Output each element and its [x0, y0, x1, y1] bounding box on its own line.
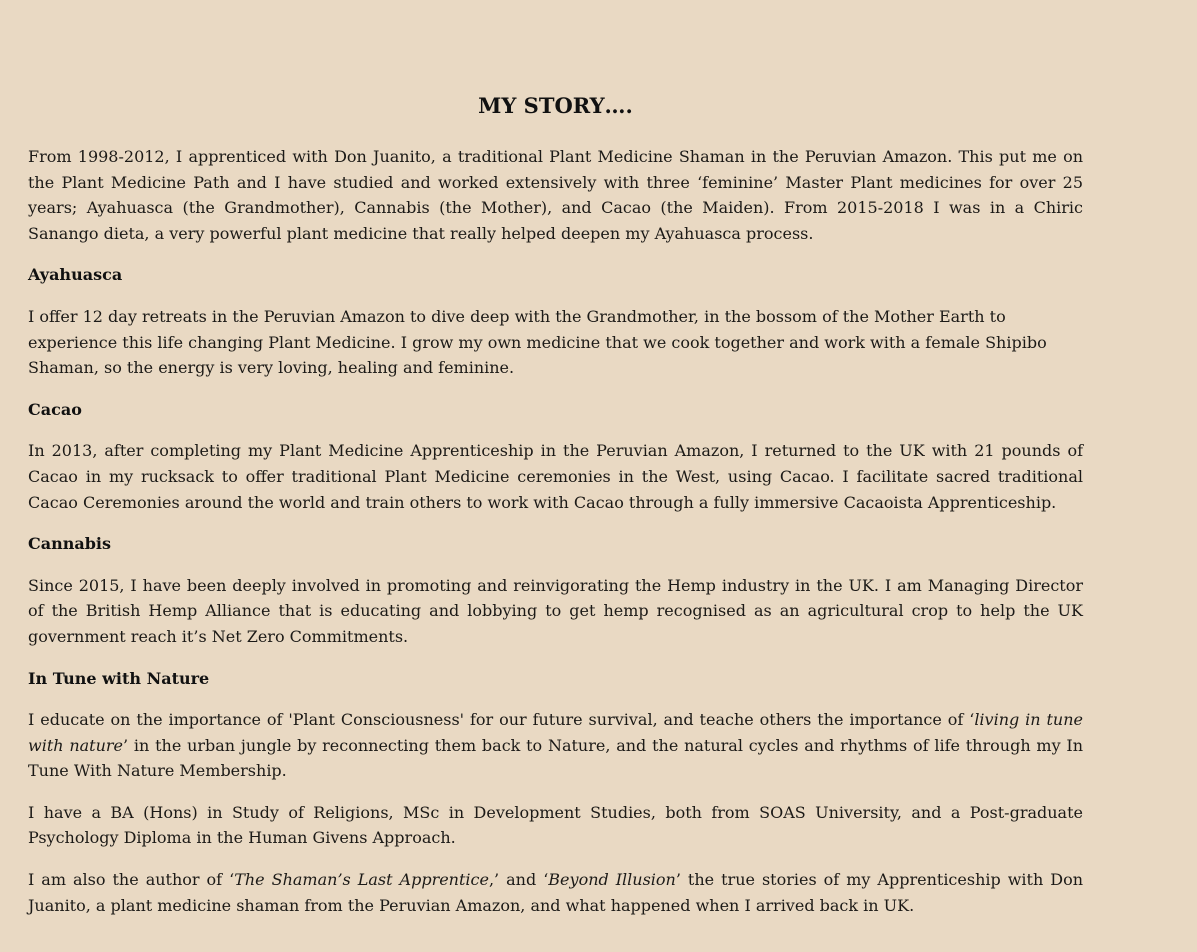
page-title: MY STORY….	[478, 93, 633, 118]
nature-text-italic: living in tune with nature	[28, 710, 1083, 755]
story-content	[28, 88, 1083, 934]
nature-text-before: I educate on the importance of 'Plant Consciousness' for our future survival, and teache others the importance of ‘	[28, 710, 975, 730]
cannabis-paragraph: Since 2015, I have been deeply involved in promoting and reinvigorating the Hemp industry in the UK. I am Managing Director of the British Hemp Alliance that is educating and lobbying to get hemp recognised as an agricultural crop to help the UK government reach it’s Net Zero Commitments.	[28, 575, 1083, 646]
intro-paragraph: From 1998-2012, I apprenticed with Don Juanito, a traditional Plant Medicine Shaman in the Peruvian Amazon. This put me on the Plant Medicine Path and I have studied and worked extensively with three ‘feminine’ Master Plant medicines for over 25 years; Ayahuasca (the Grandmother), Cannabis (the Mother), and Cacao (the Maiden). From 2015-2018 I was in a Chiric Sanango dieta, a very powerful plant medicine that really helped deepen my Ayahuasca process.	[28, 147, 1083, 243]
book-title-2: Beyond Illusion	[548, 870, 676, 890]
cannabis-heading: Cannabis	[28, 534, 112, 554]
book-title-1: The Shaman’s Last Apprentice	[234, 870, 489, 890]
author-text-1: I am also the author of ‘	[28, 870, 235, 890]
author-text-3: ’ the true stories of my Apprenticeship with Don Juanito, a plant medicine shaman from the Peruvian Amazon, and what happened when I arrived back in UK.	[28, 870, 1084, 915]
author-text-2: ,’ and ‘	[488, 870, 549, 890]
cacao-paragraph: In 2013, after completing my Plant Medicine Apprenticeship in the Peruvian Amazon, I returned to the UK with 21 pounds of Cacao in my rucksack to offer traditional Plant Medicine ceremonies in the West, using Cacao. I facilitate sacred traditional Cacao Ceremonies around the world and train others to work with Cacao through a fully immersive Cacaoista Apprenticeship.	[28, 441, 1083, 512]
education-paragraph: I have a BA (Hons) in Study of Religions, MSc in Development Studies, both from SOAS University, and a Post-graduate Psychology Diploma in the Human Givens Approach.	[28, 802, 1083, 848]
cacao-heading: Cacao	[28, 399, 82, 419]
ayahuasca-paragraph: I offer 12 day retreats in the Peruvian Amazon to dive deep with the Grandmother, in the bossom of the Mother Earth to experience this life changing Plant Medicine. I grow my own medicine that we cook together and work with a female Shipibo Shaman, so the energy is very loving, healing and feminine.	[28, 306, 1047, 378]
author-paragraph	[28, 867, 1083, 918]
nature-text-after: ’ in the urban jungle by reconnecting them back to Nature, and the natural cycles and rhythms of life through my In Tune With Nature Membership.	[28, 735, 1084, 781]
nature-paragraph	[28, 707, 1083, 784]
ayahuasca-heading: Ayahuasca	[28, 265, 123, 285]
nature-heading: In Tune with Nature	[28, 668, 210, 688]
